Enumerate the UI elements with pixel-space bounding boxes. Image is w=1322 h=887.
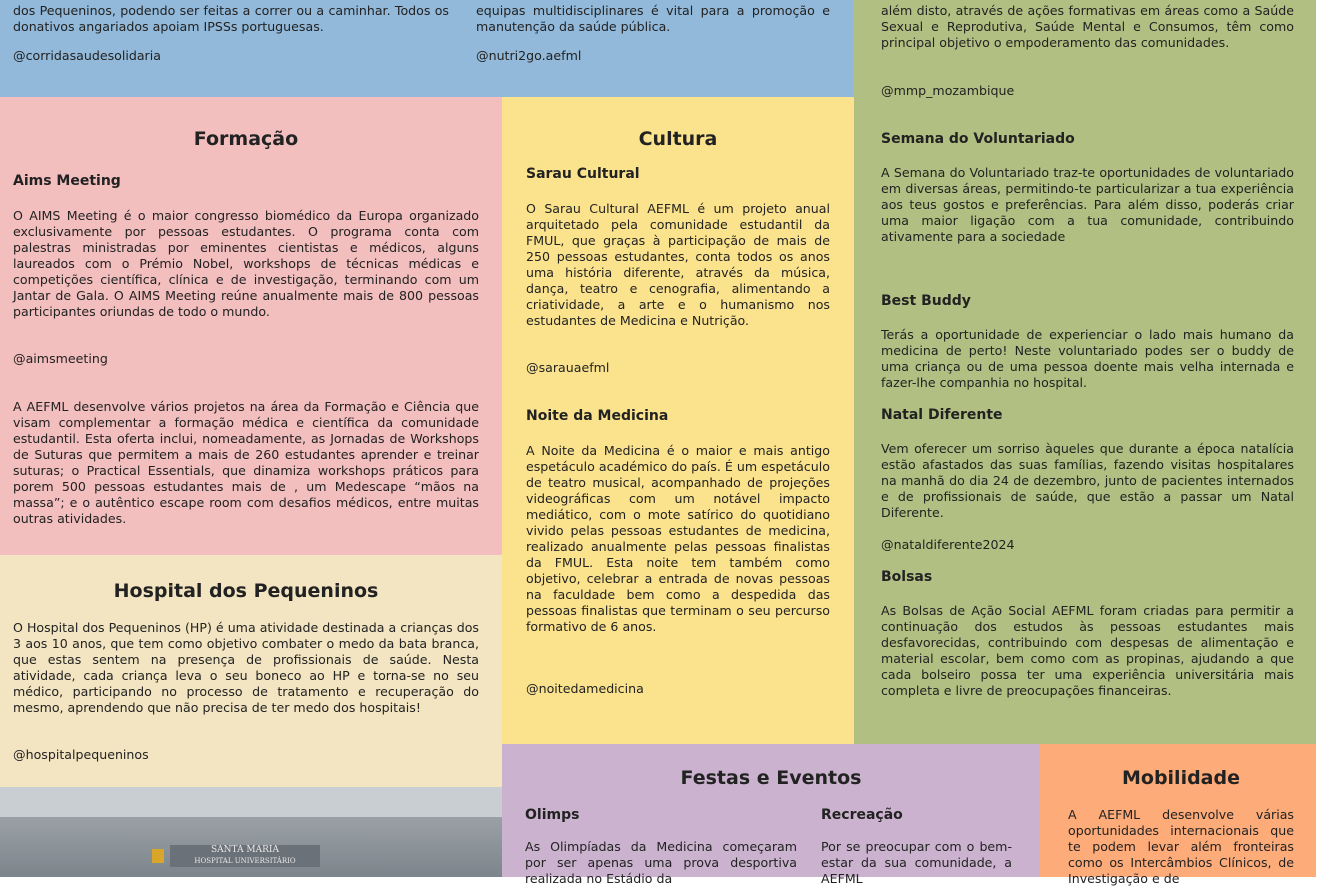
aims-title: Aims Meeting bbox=[13, 173, 121, 189]
sign-line1: SANTA MARIA bbox=[211, 845, 279, 855]
natal-text: Vem oferecer um sorriso àqueles que durante a época natalícia estão afastados das suas famílias, fazendo visitas hospitalares na manhã do dia 24 de dezembro, junto de pacientes internados e de profissionais de saúde, que estão a passar um Natal Diferente. bbox=[881, 441, 1294, 520]
formacao-extra-text: A AEFML desenvolve vários projetos na área da Formação e Ciência que visam complementar a formação médica e científica da comunidade estudantil. Esta oferta inclui, nomeadamente, as Jornadas de Workshops de Suturas que permitem a mais de 260 estudantes aprender e treinar suturas; o Practical Essentials, que dinamiza workshops práticos para porem 500 pessoas estudantes mais de , um Medescape “mãos na massa”; e o autêntico escape room com desafios médicos, entre muitas outras atividades. bbox=[13, 399, 479, 526]
recreacao-title: Recreação bbox=[821, 807, 903, 823]
sarau-handle: @sarauaefml bbox=[526, 360, 610, 375]
noite-title: Noite da Medicina bbox=[526, 408, 669, 424]
formacao-section bbox=[0, 97, 502, 555]
hospital-handle: @hospitalpequeninos bbox=[13, 747, 149, 762]
festas-title: Festas e Eventos bbox=[680, 767, 862, 789]
mmp-text: além disto, através de ações formativas em áreas como a Saúde Sexual e Reprodutiva, Saúde Mental e Consumos, têm como principal objetivo o empoderamento das comunidades. bbox=[881, 3, 1294, 50]
hospital-title: Hospital dos Pequeninos bbox=[113, 580, 379, 602]
sarau-text: O Sarau Cultural AEFML é um projeto anual arquitetado pela comunidade estudantil da FMUL, que graças à participação de mais de 250 pessoas estudantes, conta todos os anos uma história diferente, através da música, dança, teatro e cenografia, alimentando a criatividade, a arte e o humanismo nos estudantes de Medicina e Nutrição. bbox=[526, 201, 830, 328]
recreacao-text: Por se preocupar com o bem-estar da sua comunidade, a AEFML bbox=[821, 839, 1012, 886]
buddy-text: Terás a oportunidade de experienciar o lado mais humano da medicina de perto! Neste voluntariado podes ser o buddy de uma criança ou de uma pessoa doente mais velha internada e fazer-lhe companhia no hospital. bbox=[881, 327, 1294, 390]
noite-text: A Noite da Medicina é o maior e mais antigo espetáculo académico do país. É um espetáculo de teatro musical, acompanhado de projeções videográficas com um notável impacto mediático, com o mote satírico do quotidiano vivido pelas pessoas estudantes de medicina, realizado anualmente pelas pessoas finalistas da FMUL. Esta noite tem também como objetivo, celebrar a entrada de novas pessoas na faculdade bem como a despedida das pessoas finalistas que terminam o seu percurso formativo de 6 anos. bbox=[526, 443, 830, 634]
olimps-title: Olimps bbox=[525, 807, 580, 823]
nutri-handle: @nutri2go.aefml bbox=[476, 48, 582, 63]
hospital-sign bbox=[170, 845, 320, 867]
sign-line2: HOSPITAL UNIVERSITÁRIO bbox=[194, 857, 296, 865]
festas-section bbox=[502, 744, 1040, 886]
natal-title: Natal Diferente bbox=[881, 407, 1003, 423]
olimps-text: As Olimpíadas da Medicina começaram por ser apenas uma prova desportiva realizada no Estádio da bbox=[525, 839, 797, 886]
voluntariado-text: A Semana do Voluntariado traz-te oportunidades de voluntariado em diversas áreas, permitindo-te particularizar a tua experiência aos teus gostos e preferências. Para além disso, poderás criar uma maior ligação com a tua comunidade, contribuindo ativamente para a sociedade bbox=[881, 165, 1294, 244]
noite-handle: @noitedamedicina bbox=[526, 681, 644, 696]
voluntariado-title: Semana do Voluntariado bbox=[881, 131, 1075, 147]
aims-handle: @aimsmeeting bbox=[13, 351, 108, 366]
mobilidade-section bbox=[1040, 744, 1316, 886]
cultura-title: Cultura bbox=[638, 128, 718, 150]
natal-handle: @nataldiferente2024 bbox=[881, 537, 1015, 552]
cultura-section bbox=[502, 97, 854, 744]
nutri-text: equipas multidisciplinares é vital para a promoção e manutenção da saúde pública. bbox=[476, 3, 830, 34]
buddy-title: Best Buddy bbox=[881, 293, 971, 309]
mobilidade-title: Mobilidade bbox=[1121, 767, 1240, 789]
hospital-text: O Hospital dos Pequeninos (HP) é uma atividade destinada a crianças dos 3 aos 10 anos, que tem como objetivo combater o medo da bata branca, que estas sentem na presença de profissionais de saúde. Nesta atividade, cada criança leva o seu boneco ao HP e torna-se no seu médico, participando no processo de tratamento e recuperação do mesmo, aprendendo que não precisa de ter medo dos hospitais! bbox=[13, 620, 479, 715]
bolsas-title: Bolsas bbox=[881, 569, 933, 585]
corrida-text: dos Pequeninos, podendo ser feitas a correr ou a caminhar. Todos os donativos angariados apoiam IPSSs portuguesas. bbox=[13, 3, 449, 34]
aims-text: O AIMS Meeting é o maior congresso biomédico da Europa organizado exclusivamente por pessoas estudantes. O programa conta com palestras ministradas por eminentes cientistas e médicos, alguns laureados com o Prémio Nobel, workshops de técnicas médicas e competições científica, clínica e de investigação, terminando com um Jantar de Gala. O AIMS Meeting reúne anualmente mais de 800 pessoas participantes oriundas de todo o mundo. bbox=[13, 208, 479, 319]
hospital-photo bbox=[0, 787, 502, 877]
corrida-handle: @corridasaudesolidaria bbox=[13, 48, 161, 63]
social-section bbox=[854, 0, 1316, 744]
top-blue-section bbox=[0, 0, 854, 97]
mobilidade-text: A AEFML desenvolve várias oportunidades internacionais que te podem levar além fronteiras como os Intercâmbios Clínicos, de Investigação e de bbox=[1068, 807, 1294, 886]
bolsas-text: As Bolsas de Ação Social AEFML foram criadas para permitir a continuação dos estudos às pessoas estudantes mais desfavorecidas, contribuindo com despesas de alimentação e material escolar, bem como com as propinas, ajudando a que cada bolseiro possa ter uma experiência universitária mais completa e livre de preocupações financeiras. bbox=[881, 603, 1294, 698]
formacao-title: Formação bbox=[193, 128, 299, 150]
hospital-logo-icon bbox=[152, 849, 164, 863]
mmp-handle: @mmp_mozambique bbox=[881, 83, 1015, 98]
hospital-section bbox=[0, 555, 502, 787]
sarau-title: Sarau Cultural bbox=[526, 166, 640, 182]
